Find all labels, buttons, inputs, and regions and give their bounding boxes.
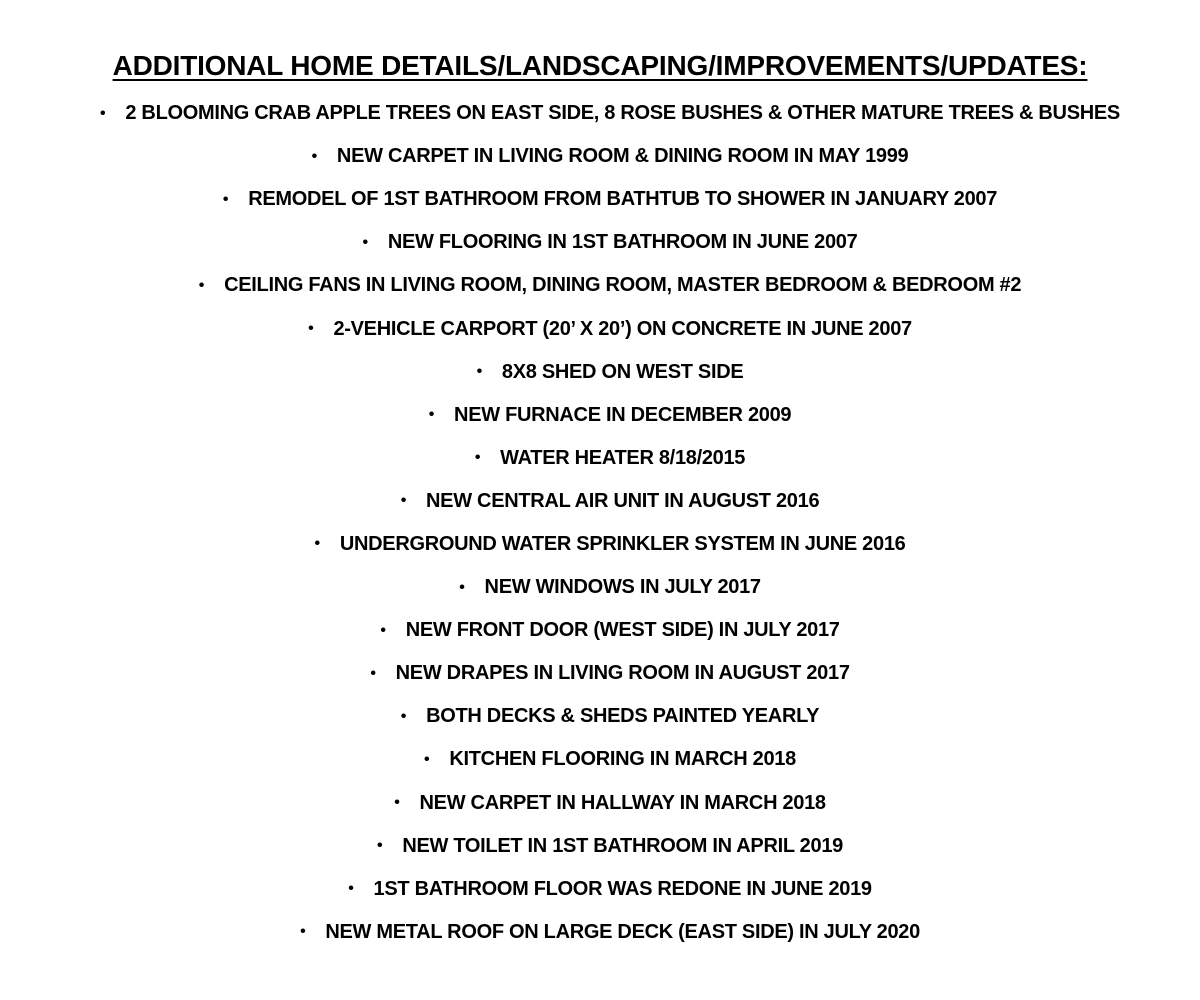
improvements-list <box>0 92 1200 954</box>
list-item <box>0 609 1200 652</box>
list-item-text: KITCHEN FLOORING IN MARCH 2018 <box>449 748 796 771</box>
list-item <box>0 523 1200 566</box>
list-item <box>0 178 1200 221</box>
list-item <box>0 264 1200 307</box>
bullet-icon: • <box>377 837 383 855</box>
list-item <box>0 825 1200 868</box>
list-item <box>0 307 1200 350</box>
bullet-icon: • <box>474 449 481 467</box>
list-item <box>0 437 1200 480</box>
bullet-icon: • <box>311 147 317 165</box>
list-item-text: NEW WINDOWS IN JULY 2017 <box>484 576 761 599</box>
list-item <box>0 480 1200 523</box>
list-item <box>0 135 1200 178</box>
list-item <box>0 221 1200 264</box>
list-item-text: NEW FRONT DOOR (WEST SIDE) IN JULY 2017 <box>405 619 840 642</box>
bullet-icon: • <box>459 578 465 596</box>
bullet-icon: • <box>308 320 314 338</box>
bullet-icon: • <box>348 880 354 898</box>
list-item-text: WATER HEATER 8/18/2015 <box>500 446 746 469</box>
list-item-text: 2-VEHICLE CARPORT (20’ X 20’) ON CONCRETE IN JUNE 2007 <box>333 317 912 340</box>
bullet-icon: • <box>394 794 400 812</box>
bullet-icon: • <box>370 664 376 682</box>
list-item <box>0 394 1200 437</box>
list-item-text: BOTH DECKS & SHEDS PAINTED YEARLY <box>426 705 820 728</box>
list-item <box>0 566 1200 609</box>
bullet-icon: • <box>400 492 407 510</box>
list-item <box>0 738 1200 781</box>
bullet-icon: • <box>428 406 435 424</box>
list-item <box>0 652 1200 695</box>
bullet-icon: • <box>222 190 229 208</box>
bullet-icon: • <box>380 621 386 639</box>
list-item <box>0 911 1200 954</box>
list-item-text: NEW TOILET IN 1ST BATHROOM IN APRIL 2019 <box>402 834 843 857</box>
bullet-icon: • <box>424 750 430 768</box>
list-item-text: 2 BLOOMING CRAB APPLE TREES ON EAST SIDE, 8 ROSE BUSHES & OTHER MATURE TREES & BUSHES <box>125 102 1120 125</box>
bullet-icon: • <box>476 363 482 381</box>
list-item <box>0 868 1200 911</box>
bullet-icon: • <box>362 233 368 251</box>
list-item-text: NEW DRAPES IN LIVING ROOM IN AUGUST 2017 <box>395 662 850 685</box>
list-item-text: NEW FURNACE IN DECEMBER 2009 <box>454 403 792 426</box>
list-item-text: NEW CENTRAL AIR UNIT IN AUGUST 2016 <box>426 489 820 512</box>
list-item-text: CEILING FANS IN LIVING ROOM, DINING ROOM, MASTER BEDROOM & BEDROOM #2 <box>224 274 1022 297</box>
list-item <box>0 695 1200 738</box>
list-item-text: 8X8 SHED ON WEST SIDE <box>501 360 744 383</box>
list-item-text: REMODEL OF 1ST BATHROOM FROM BATHTUB TO SHOWER IN JANUARY 2007 <box>248 188 998 211</box>
bullet-icon: • <box>400 707 407 725</box>
document-title: ADDITIONAL HOME DETAILS/LANDSCAPING/IMPROVEMENTS/UPDATES: <box>112 50 1088 81</box>
list-item-text: 1ST BATHROOM FLOOR WAS REDONE IN JUNE 2019 <box>373 877 872 900</box>
bullet-icon: • <box>100 104 106 122</box>
list-item-text: NEW CARPET IN HALLWAY IN MARCH 2018 <box>419 791 826 814</box>
list-item-text: NEW CARPET IN LIVING ROOM & DINING ROOM IN MAY 1999 <box>336 145 909 168</box>
list-item-text: UNDERGROUND WATER SPRINKLER SYSTEM IN JUNE 2016 <box>339 532 906 555</box>
list-item-text: NEW METAL ROOF ON LARGE DECK (EAST SIDE) IN JULY 2020 <box>325 920 920 943</box>
list-item-text: NEW FLOORING IN 1ST BATHROOM IN JUNE 2007 <box>387 231 858 254</box>
list-item <box>0 351 1200 394</box>
bullet-icon: • <box>314 535 320 553</box>
list-item <box>0 92 1200 135</box>
bullet-icon: • <box>300 923 306 941</box>
bullet-icon: • <box>198 276 205 294</box>
list-item <box>0 782 1200 825</box>
